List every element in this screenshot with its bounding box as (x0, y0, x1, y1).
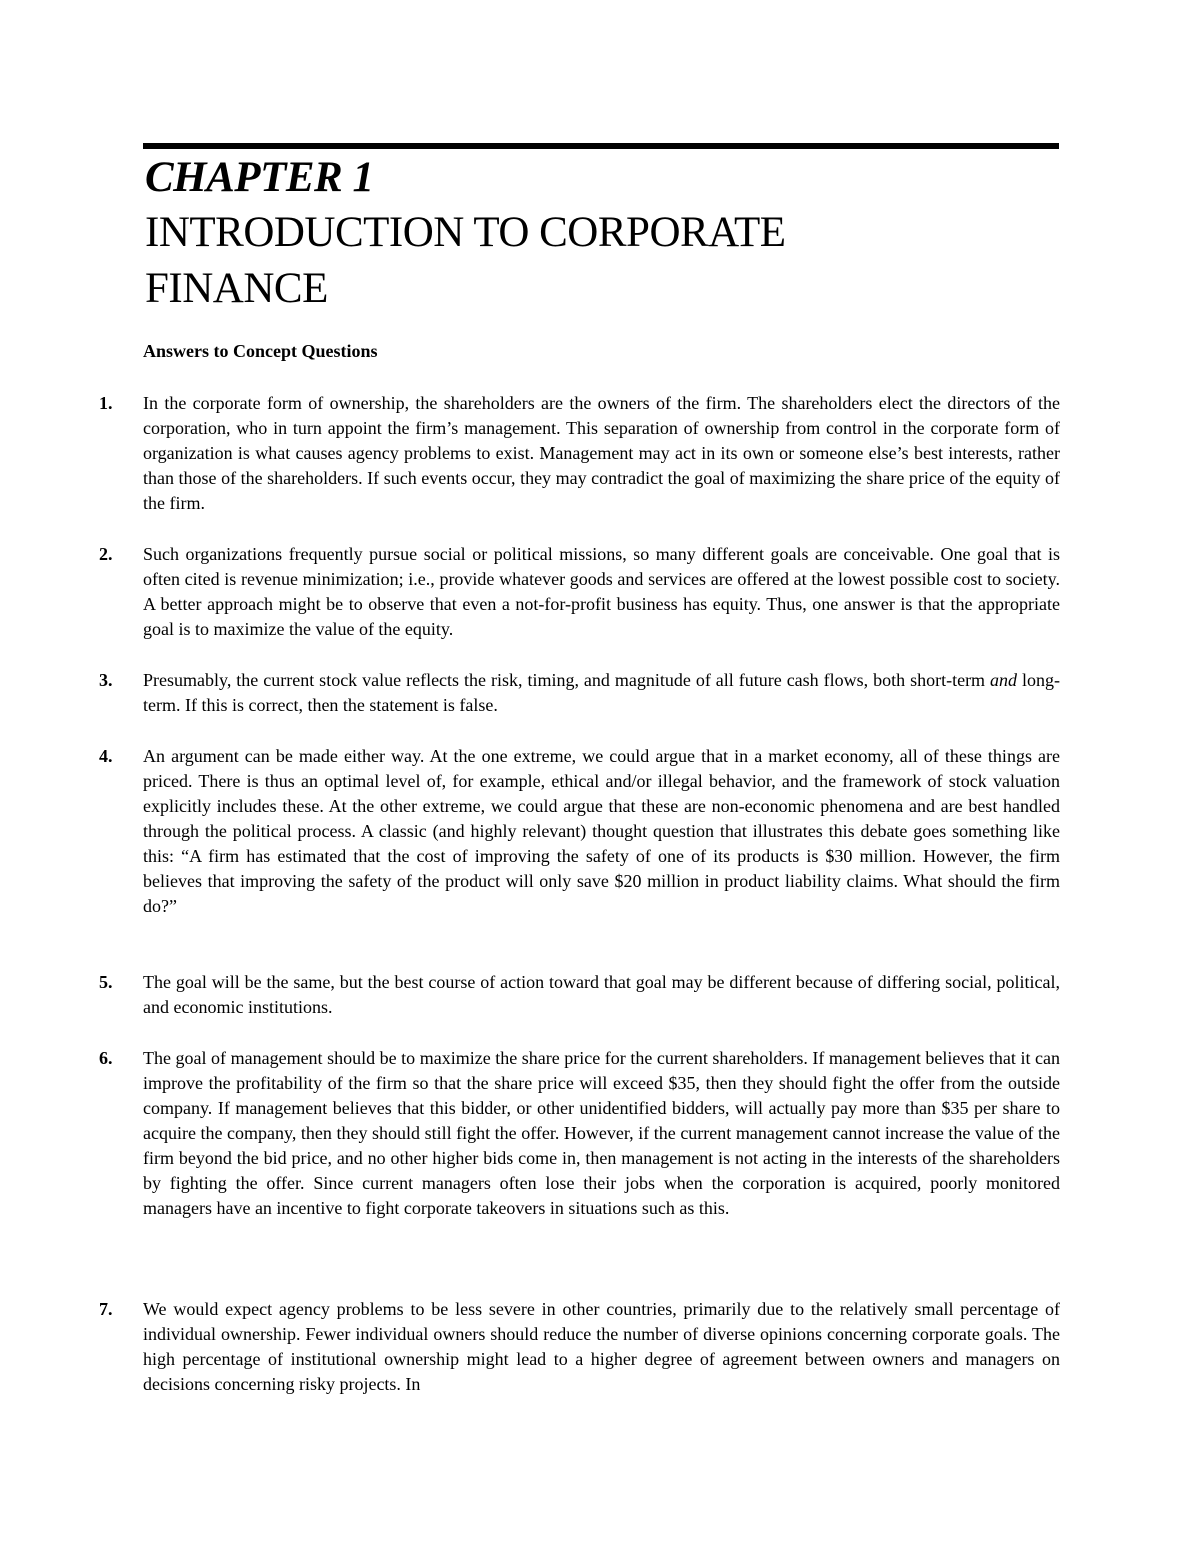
answer-text: The goal will be the same, but the best course of action toward that goal may be different because of differing social, political, and economic institutions. (143, 972, 1060, 1017)
answer-number: 5. (99, 972, 113, 992)
answer-number: 6. (99, 1048, 113, 1068)
section-heading: Answers to Concept Questions (143, 341, 378, 361)
answer-number: 2. (99, 544, 113, 564)
chapter-label: CHAPTER 1 (145, 154, 374, 201)
answer-text: Such organizations frequently pursue social or political missions, so many different goals are conceivable. One goal that is often cited is revenue minimization; i.e., provide whatever goods and services are offered at the lowest possible cost to society. A better approach might be to observe that even a not-for-profit business has equity. Thus, one answer is that the appropriate goal is to maximize the value of the equity. (143, 544, 1060, 639)
answer-text: An argument can be made either way. At the one extreme, we could argue that in a market economy, all of these things are priced. There is thus an optimal level of, for example, ethical and/or illegal behavior, and the framework of stock valuation explicitly includes these. At the other extreme, we could argue that these are non-economic phenomena and are best handled through the political process. A classic (and highly relevant) thought question that illustrates this debate goes something like this: “A firm has estimated that the cost of improving the safety of one of its products is $30 million. However, the firm believes that improving the safety of the product will only save $20 million in product liability claims. What should the firm do?” (143, 746, 1060, 916)
answer-number: 7. (99, 1299, 113, 1319)
answer-text-part: Presumably, the current stock value reflects the risk, timing, and magnitude of all future cash flows, both short-term (143, 670, 991, 690)
chapter-title-line-1: INTRODUCTION TO CORPORATE (145, 209, 786, 256)
answer-text: In the corporate form of ownership, the shareholders are the owners of the firm. The shareholders elect the directors of the corporation, who in turn appoint the firm’s management. This separation of ownership from control in the corporate form of organization is what causes agency problems to exist. Management may act in its own or someone else’s best interests, rather than those of the shareholders. If such events occur, they may contradict the goal of maximizing the share price of the equity of the firm. (143, 393, 1060, 513)
answer-text-emphasis: and (990, 670, 1018, 690)
answer-text: The goal of management should be to maximize the share price for the current shareholders. If management believes that it can improve the profitability of the firm so that the share price will exceed $35, then they should fight the offer from the outside company. If management believes that this bidder, or other unidentified bidders, will actually pay more than $35 per share to acquire the company, then they should still fight the offer. However, if the current management cannot increase the value of the firm beyond the bid price, and no other higher bids come in, then management is not acting in the interests of the shareholders by fighting the offer. Since current managers often lose their jobs when the corporation is acquired, poorly monitored managers have an incentive to fight corporate takeovers in situations such as this. (143, 1048, 1060, 1218)
chapter-title (145, 205, 1045, 317)
answer-number: 4. (99, 746, 113, 766)
answer-text (143, 668, 1060, 718)
answer-number: 3. (99, 670, 113, 690)
chapter-top-rule (143, 143, 1059, 149)
answer-text-part: long-term. If this is correct, then the statement is false. (143, 670, 1060, 715)
chapter-title-line-2: FINANCE (145, 265, 328, 312)
answer-number: 1. (99, 393, 113, 413)
answer-text: We would expect agency problems to be less severe in other countries, primarily due to the relatively small percentage of individual ownership. Fewer individual owners should reduce the number of diverse opinions concerning corporate goals. The high percentage of institutional ownership might lead to a higher degree of agreement between owners and managers on decisions concerning risky projects. In (143, 1299, 1060, 1394)
